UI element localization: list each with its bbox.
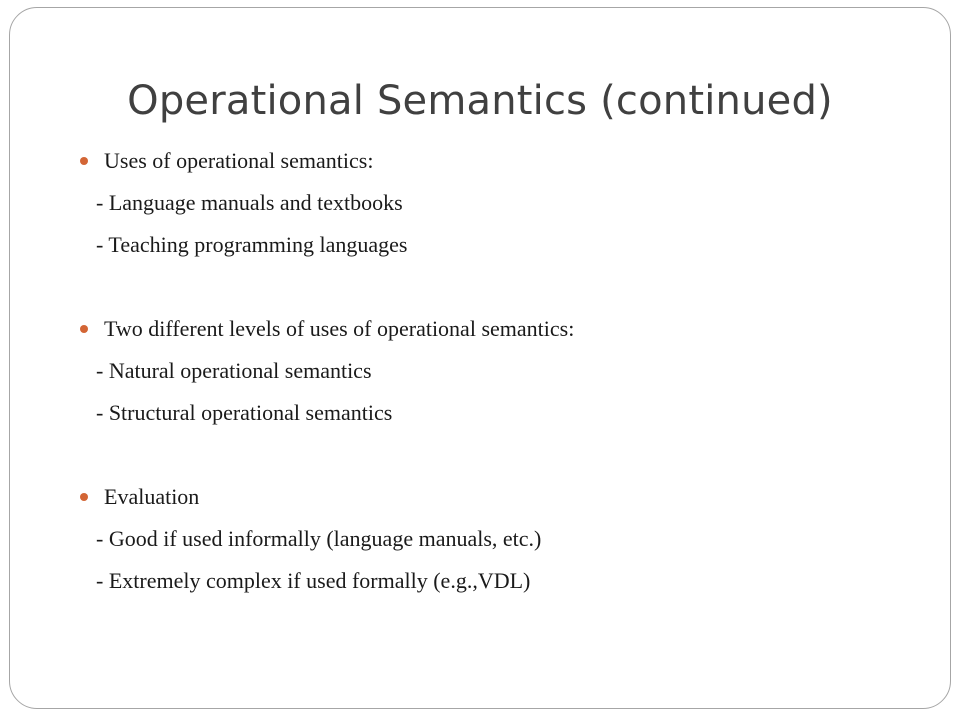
spacer [80, 272, 574, 314]
sub-item: - Structural operational semantics [96, 400, 393, 425]
slide-body [80, 146, 574, 608]
bullet-dot-icon [80, 493, 88, 501]
sub-item: - Good if used informally (language manuals, etc.) [96, 526, 542, 551]
sub-item: - Extremely complex if used formally (e.g.,VDL) [96, 568, 531, 593]
sub-item: - Language manuals and textbooks [96, 190, 403, 215]
bullet-item [80, 482, 574, 524]
spacer [80, 440, 574, 482]
slide-title: Operational Semantics (continued) [127, 78, 833, 124]
bullet-dot-icon [80, 157, 88, 165]
bullet-dot-icon [80, 325, 88, 333]
bullet-item [80, 146, 574, 188]
sub-item: - Teaching programming languages [96, 232, 408, 257]
bullet-text: Evaluation [104, 484, 200, 509]
bullet-text: Two different levels of uses of operational semantics: [104, 316, 575, 341]
bullet-item [80, 314, 574, 356]
bullet-text: Uses of operational semantics: [104, 148, 374, 173]
sub-item: - Natural operational semantics [96, 358, 372, 383]
